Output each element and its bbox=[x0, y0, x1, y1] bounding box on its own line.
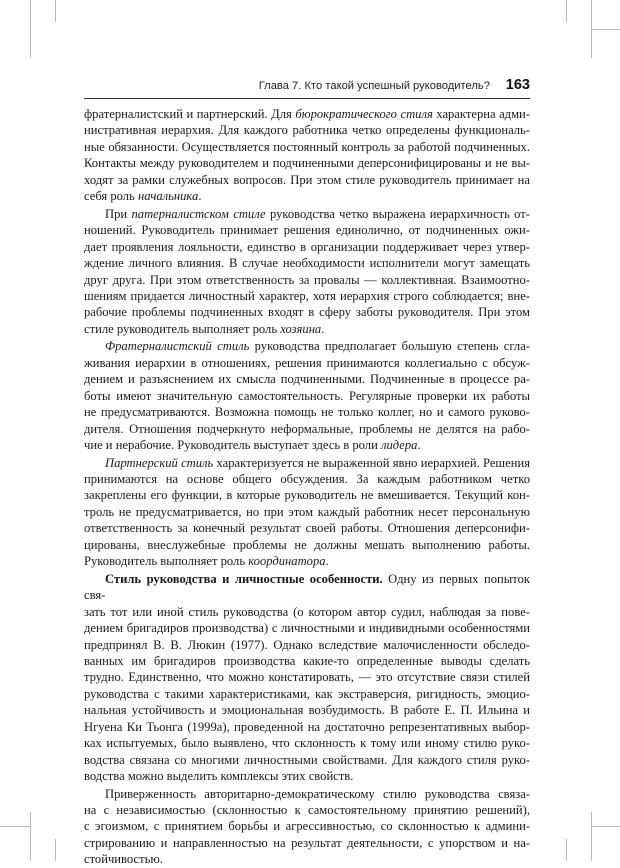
text-line: нальная устойчивость и эмоциональная возбудимость. В работе Е. П. Ильина и bbox=[84, 703, 530, 718]
text-line: чие и нерабочие. Руководитель выступает здесь в роли лидера. bbox=[84, 438, 421, 453]
page-body bbox=[84, 106, 530, 868]
text-line: стрированию и направленностью на результат деятельности, с упорством и на- bbox=[84, 835, 530, 850]
text-line: закреплены его функции, в которые руководитель не вмешивается. Текущий кон- bbox=[84, 488, 530, 503]
text-line: стойчивостью. bbox=[84, 852, 163, 867]
text-line: живания иерархии в отношениях, решения принимаются коллегиально с обсуж- bbox=[84, 355, 530, 370]
crop-mark bbox=[566, 839, 567, 861]
text-line: При патерналистском стиле руководства четко выражена иерархичность от- bbox=[105, 206, 530, 221]
text-line: Стиль руководства и личностные особенности. Одну из первых попыток свя- bbox=[84, 571, 530, 603]
text-line: Фратерналистский стиль руководства предполагает большую степень сгла- bbox=[105, 339, 530, 354]
text-line: дителя. Отношения подчеркнуто неформальные, проблемы не делятся на рабо- bbox=[84, 421, 530, 436]
text-line: ванных им бригадиров производства какие-то определенные выводы сделать bbox=[84, 653, 530, 668]
text-line: дает проявления лояльности, единство в организации поддерживает через утвер- bbox=[84, 239, 530, 254]
text-line: водства можно выделить комплексы этих свойств. bbox=[84, 769, 354, 784]
text-line: принимаются на основе общего обсуждения. За каждым работником четко bbox=[84, 471, 530, 486]
crop-mark bbox=[591, 29, 620, 30]
crop-mark bbox=[566, 0, 567, 22]
text-line: с эгоизмом, с принятием борьбы и агрессивностью, со склонностью к админи- bbox=[84, 819, 530, 834]
text-line: ждение личного влияния. В случае необходимости исполнители могут замещать bbox=[84, 256, 530, 271]
text-line: ответственность за конечный результат своей работы. Отношения деперсонифи- bbox=[84, 521, 530, 536]
text-line: Контакты между руководителем и подчиненными деперсонифицированы и не вы- bbox=[84, 156, 530, 171]
text-line: друг друга. При этом ответственность за провалы — коллективная. Взаимоотно- bbox=[84, 272, 530, 287]
text-line: Нгуена Ки Тьонга (1999а), проведенной на достаточно репрезентативных выбор- bbox=[84, 719, 530, 734]
text-line: дением и разъяснением их смысла подчиненными. Подчиненные в процессе ра- bbox=[84, 372, 530, 387]
crop-mark bbox=[30, 0, 31, 58]
text-line: ные обязанности. Осуществляется постоянный контроль за работой подчиненных. bbox=[84, 139, 530, 154]
paragraph bbox=[84, 571, 530, 785]
text-line: цированы, внеслужебные проблемы не должны мешать выполнению работы. bbox=[84, 537, 530, 552]
text-line: троль не предусматривается, но при этом каждый работник несет персональную bbox=[84, 504, 530, 519]
paragraph bbox=[84, 206, 530, 338]
paragraph bbox=[84, 455, 530, 570]
text-line: не предусматриваются. Возможна помощь не только коллег, но и самого руково- bbox=[84, 405, 530, 420]
paragraph bbox=[84, 338, 530, 453]
text-line: водства связана со многими личностными свойствами. Для каждого стиля руко- bbox=[84, 752, 530, 767]
text-line: стиле руководитель выполняет роль хозяина. bbox=[84, 321, 325, 336]
text-line: руководства с такими характеристиками, как экстраверсия, ригидность, эмоцио- bbox=[84, 686, 530, 701]
text-line: рабочие проблемы подчиненных входят в сферу заботы руководителя. При этом bbox=[84, 305, 530, 320]
text-line: на с независимостью (склонностью к самостоятельному принятию решений), bbox=[84, 803, 530, 818]
running-header bbox=[84, 76, 530, 99]
text-line: нистративная иерархия. Для каждого работника четко определены функциональ- bbox=[84, 123, 530, 138]
text-line: дением бригадиров производства) с личностными и индивидными особенностями bbox=[84, 621, 530, 636]
text-line: Руководитель выполняет роль координатора. bbox=[84, 554, 329, 569]
text-line: фратерналистский и партнерский. Для бюрократического стиля характерна адми- bbox=[84, 107, 530, 121]
text-line: ходят за рамки служебных вопросов. При этом стиле руководитель принимает на bbox=[84, 172, 530, 187]
crop-mark bbox=[591, 812, 592, 861]
text-line: шениям придается личностный характер, хотя иерархия строго соблюдается; вне- bbox=[84, 288, 530, 303]
text-line: предпринял В. В. Люкин (1977). Однако вследствие малочисленности обследо- bbox=[84, 637, 530, 652]
crop-mark bbox=[55, 839, 56, 861]
text-line: ношений. Руководитель принимает решения единолично, от подчиненных ожи- bbox=[84, 223, 530, 238]
text-line: зать тот или иной стиль руководства (о котором автор судил, наблюдая за пове- bbox=[84, 604, 530, 619]
crop-mark bbox=[30, 812, 31, 861]
page-number: 163 bbox=[505, 77, 530, 93]
text-line: трудно. Единственно, что можно констатировать, — это отсутствие связи стилей bbox=[84, 670, 530, 685]
crop-mark bbox=[0, 826, 30, 827]
paragraph bbox=[84, 106, 530, 205]
text-line: боты имеют значительную самостоятельность. Регулярные проверки их работы bbox=[84, 388, 530, 403]
text-line: ках испытуемых, было выявлено, что склонность к тому или иному стилю руко- bbox=[84, 736, 530, 751]
text-line: Приверженность авторитарно-демократическому стилю руководства связа- bbox=[105, 786, 530, 801]
crop-mark bbox=[591, 826, 620, 827]
paragraph bbox=[84, 786, 530, 868]
text-line: Партнерский стиль характеризуется не выраженной явно иерархией. Решения bbox=[105, 455, 530, 470]
chapter-title: Глава 7. Кто такой успешный руководитель? bbox=[258, 80, 490, 92]
crop-mark bbox=[55, 0, 56, 22]
text-line: себя роль начальника. bbox=[84, 189, 202, 204]
